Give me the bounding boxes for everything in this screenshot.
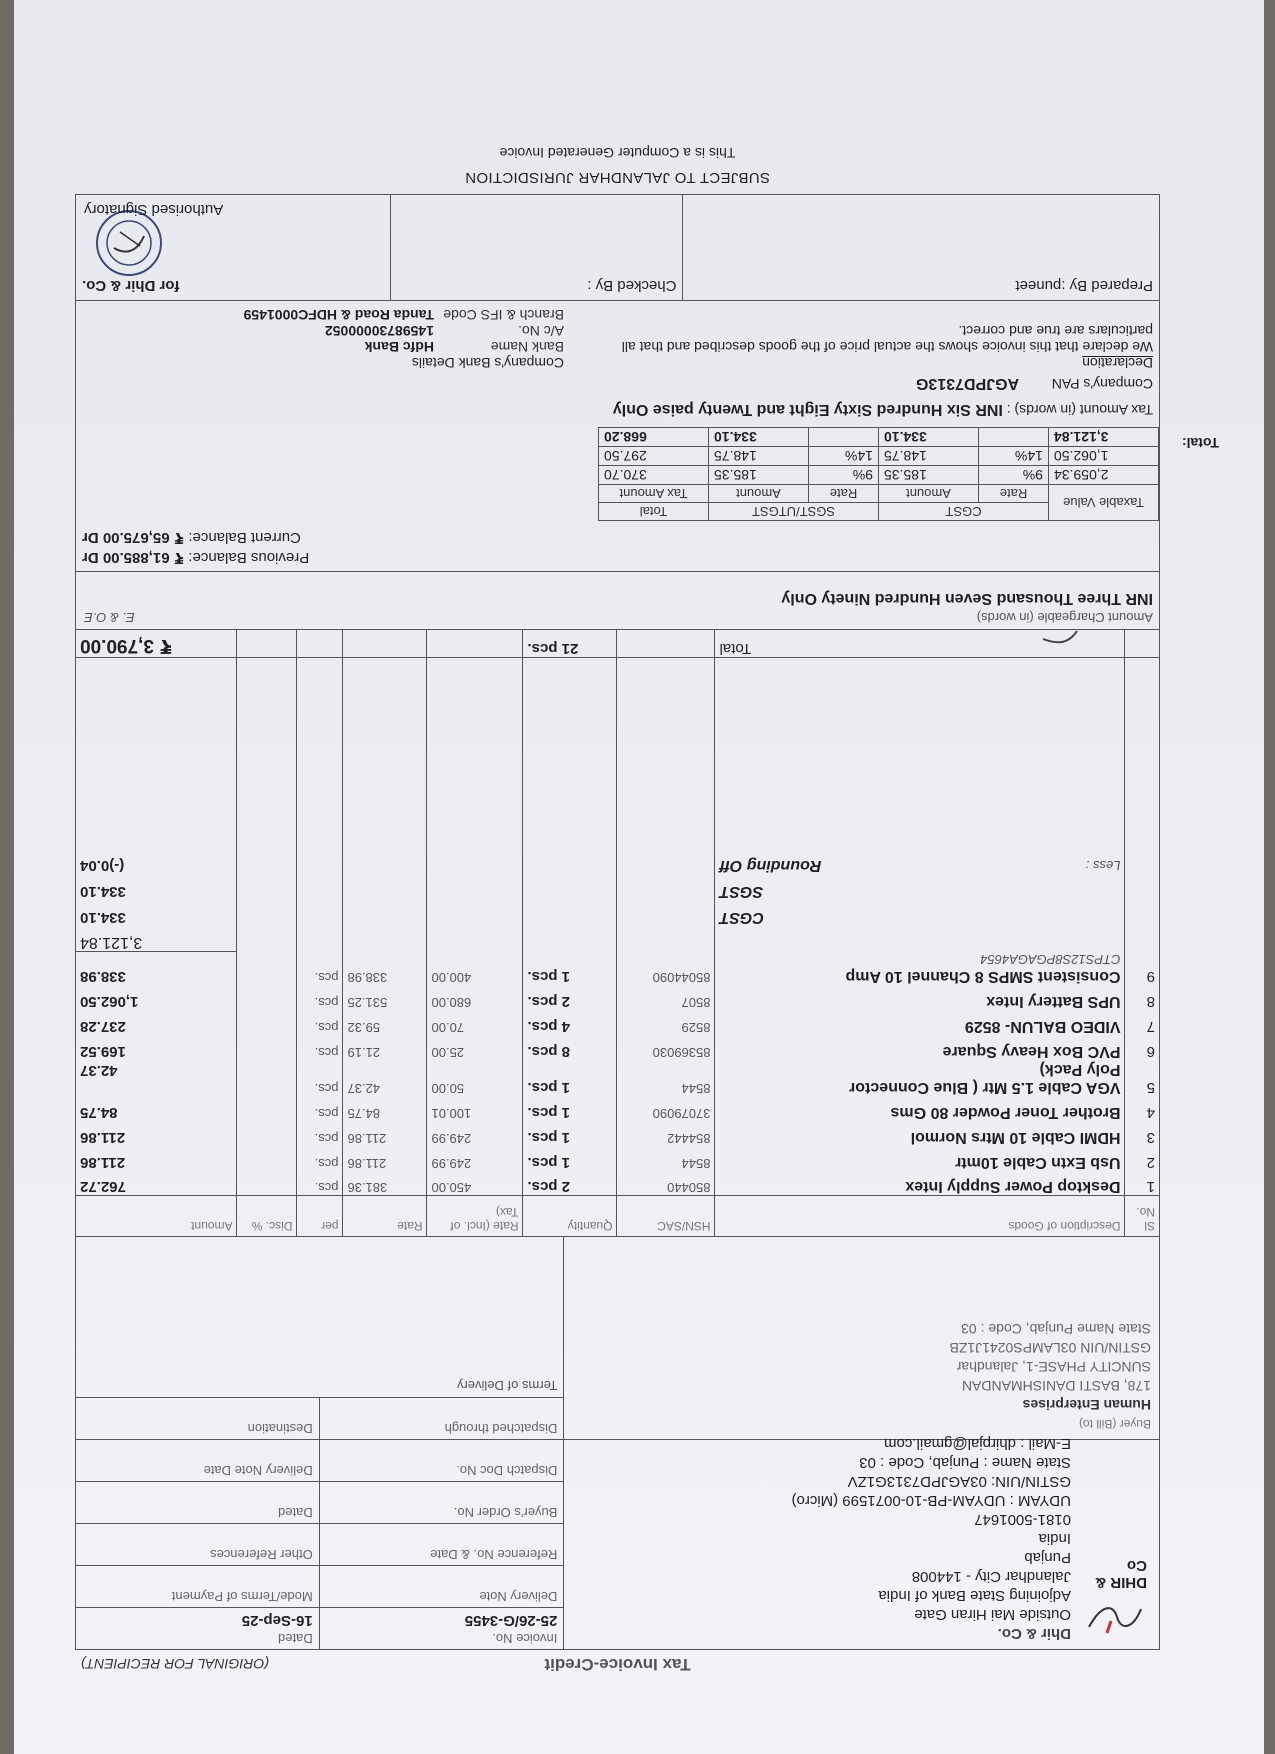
invoice-no-label: Invoice No. bbox=[492, 1631, 558, 1646]
taxable-value: 2,059.34 bbox=[1049, 466, 1159, 485]
table-header bbox=[76, 1196, 1159, 1236]
cgst-rate-header: Rate bbox=[979, 485, 1049, 503]
tax-words-value: INR Six Hundred Sixty Eight and Twenty paise Only bbox=[612, 401, 1003, 419]
cell-rate: 42.37 bbox=[343, 1060, 427, 1096]
table-row bbox=[76, 1146, 1159, 1171]
ac-number: 14598730000052 bbox=[324, 323, 434, 340]
cell-amount: 169.52 bbox=[80, 1043, 126, 1060]
cell-hsn: 8544 bbox=[617, 1146, 715, 1171]
cgst-label: CGST bbox=[715, 900, 1125, 926]
meta-row-delivery bbox=[76, 1565, 563, 1607]
col-description: Description of Goods bbox=[715, 1196, 1125, 1236]
taxable-value: 1,062.50 bbox=[1049, 447, 1159, 466]
cgst-amount-header: Amount bbox=[879, 485, 979, 503]
sgst-label: SGST bbox=[715, 874, 1125, 900]
cell-disc bbox=[237, 985, 297, 1010]
cell-hsn: 8544 bbox=[617, 1060, 715, 1096]
cell-quantity: 1 pcs. bbox=[523, 1096, 617, 1121]
cell-sl: 8 bbox=[1125, 985, 1159, 1010]
cgst-value: 334.10 bbox=[80, 909, 126, 926]
cell-disc bbox=[237, 952, 297, 985]
meta-column bbox=[76, 1237, 563, 1649]
table-row bbox=[76, 1035, 1159, 1060]
cell-description: PVC Box Heavy Square bbox=[715, 1035, 1125, 1060]
sgst-value: 334.10 bbox=[80, 883, 126, 900]
sgst-rate: 9% bbox=[809, 466, 879, 485]
cell-sl: 4 bbox=[1125, 1096, 1159, 1121]
dispatched-through-label: Dispatched through bbox=[444, 1421, 558, 1436]
cgst-header: CGST bbox=[879, 503, 1049, 521]
cell-amount: 338.98 bbox=[80, 968, 126, 985]
cell-rate-incl: 249.99 bbox=[427, 1121, 523, 1146]
subtotal-row bbox=[76, 926, 1159, 952]
tax-summary-table bbox=[76, 428, 1159, 522]
cell-per: pcs. bbox=[297, 1010, 343, 1035]
tax-amount-header: Tax Amount bbox=[599, 485, 709, 503]
cell-sl: 7 bbox=[1125, 1010, 1159, 1035]
serial-number: CTPS12S8PGAGA4654 bbox=[980, 952, 1121, 967]
bottom-section bbox=[76, 302, 1159, 428]
other-refs-label: Other References bbox=[76, 1524, 320, 1565]
cell-rate-incl: 50.00 bbox=[427, 1060, 523, 1096]
taxable-value-header: Taxable Value bbox=[1049, 485, 1159, 521]
cell-disc bbox=[237, 1171, 297, 1196]
tax-amount: 370.70 bbox=[599, 466, 709, 485]
cell-rate-incl: 450.00 bbox=[427, 1171, 523, 1196]
amount-value: 42.37 bbox=[80, 1062, 118, 1079]
col-sl: Sl No. bbox=[1125, 1196, 1159, 1236]
cell-per: pcs. bbox=[297, 985, 343, 1010]
invoice-header bbox=[75, 1650, 1160, 1676]
meta-row-order bbox=[76, 1481, 563, 1523]
cell-amount: 1,062.50 bbox=[80, 993, 139, 1010]
table-row bbox=[76, 985, 1159, 1010]
meta-row-reference bbox=[76, 1523, 563, 1565]
seller-line: Punjab bbox=[1024, 1549, 1071, 1566]
cell-rate: 381.36 bbox=[343, 1171, 427, 1196]
col-rate-incl: Rate (Incl. of Tax) bbox=[427, 1196, 523, 1236]
sgst-row bbox=[76, 874, 1159, 900]
buyer-name: Human Enterprises bbox=[1022, 1397, 1151, 1413]
ac-label: A/c No. bbox=[518, 323, 564, 340]
computer-generated-note: This is a Computer Generated Invoice bbox=[499, 145, 736, 162]
dispatch-doc-label: Dispatch Doc No. bbox=[456, 1463, 558, 1478]
company-pan-value: AGJPD7313G bbox=[915, 375, 1020, 393]
seller-details bbox=[572, 1435, 1071, 1643]
bank-title: Company's Bank Details bbox=[411, 355, 564, 372]
amount-words-box bbox=[76, 572, 1159, 630]
eoe-note: E. & O.E bbox=[84, 610, 135, 626]
seller-line: State Name : Punjab, Code : 03 bbox=[859, 1454, 1071, 1471]
company-pan bbox=[82, 375, 1153, 393]
cell-quantity: 4 pcs. bbox=[523, 1010, 617, 1035]
buyer-line: State Name Punjab, Code : 03 bbox=[961, 1321, 1151, 1337]
declaration-text: We declare that this invoice shows the actual price of the goods described and that all particulars are true and correct. bbox=[621, 323, 1153, 356]
invoice-title: Tax Invoice-Credit bbox=[544, 1655, 691, 1674]
cell-quantity: 1 pcs. bbox=[523, 1121, 617, 1146]
seller-line: UDYAM : UDYAM-PB-10-0071599 (Micro) bbox=[791, 1492, 1071, 1509]
cell-rate: 531.25 bbox=[343, 985, 427, 1010]
rounding-label: Rounding Off bbox=[719, 857, 822, 874]
table-row bbox=[76, 1010, 1159, 1035]
balances-box bbox=[76, 522, 1159, 572]
tax-summary-header bbox=[76, 503, 1159, 521]
cell-disc bbox=[237, 1035, 297, 1060]
cell-description: VIDEO BALUN- 8529 bbox=[715, 1010, 1125, 1035]
cgst-row bbox=[76, 900, 1159, 926]
cell-quantity: 8 pcs. bbox=[523, 1035, 617, 1060]
seller-line: India bbox=[1038, 1530, 1071, 1547]
invoice-no: 25-26/G-3455 bbox=[464, 1612, 558, 1629]
subtotal-value: 3,121.84 bbox=[76, 926, 237, 952]
seller-line: Adjoining State Bank of India bbox=[878, 1587, 1071, 1604]
signature-logo-icon bbox=[1083, 1599, 1147, 1639]
copy-note: (ORIGINAL FOR RECIPIENT) bbox=[81, 1656, 269, 1672]
cgst-rate: 9% bbox=[979, 466, 1049, 485]
for-company: for Dhir & Co. bbox=[82, 277, 180, 295]
cell-rate-incl: 249.99 bbox=[427, 1146, 523, 1171]
cell-amount: 211.86 bbox=[80, 1154, 126, 1171]
cell-rate-incl: 25.00 bbox=[427, 1035, 523, 1060]
table-row bbox=[76, 1121, 1159, 1146]
sgst-total: 334.10 bbox=[709, 428, 809, 447]
cell-rate-incl: 100.01 bbox=[427, 1096, 523, 1121]
authorised-signatory: Authorised Signatory bbox=[84, 201, 224, 219]
declaration-label: Declaration bbox=[1082, 355, 1153, 372]
previous-balance bbox=[82, 548, 1153, 568]
cgst-amount: 148.75 bbox=[879, 447, 979, 466]
buyer-box bbox=[564, 1249, 1159, 1439]
declaration-bank bbox=[82, 308, 1153, 372]
cell-quantity: 2 pcs. bbox=[523, 985, 617, 1010]
cell-disc bbox=[237, 1121, 297, 1146]
cell-description: Desktop Power Supply Intex bbox=[715, 1171, 1125, 1196]
cell-hsn: 854442 bbox=[617, 1121, 715, 1146]
invoice-date: 16-Sep-25 bbox=[241, 1612, 313, 1629]
cgst-rate-total bbox=[979, 428, 1049, 447]
meta-row-invoice bbox=[76, 1607, 563, 1649]
declaration-block bbox=[564, 308, 1153, 372]
mode-terms-label: Mode/Terms of Payment bbox=[76, 1566, 320, 1607]
current-balance-value: ₹ 65,675.00 Dr bbox=[82, 529, 185, 547]
amount-words: INR Three Thousand Seven Hundred Ninety Only bbox=[781, 590, 1153, 608]
cell-per: pcs. bbox=[297, 1121, 343, 1146]
invoice-top bbox=[76, 1236, 1159, 1649]
buyer-label: Buyer (Bill to) bbox=[1078, 1417, 1151, 1431]
sgst-rate: 14% bbox=[809, 447, 879, 466]
cell-amount: 237.28 bbox=[80, 1018, 126, 1035]
bank-name: Hdfc Bank bbox=[364, 339, 434, 356]
tax-total: 668.20 bbox=[599, 428, 709, 447]
cell-description bbox=[715, 1060, 1125, 1096]
sgst-header: SGST/UTGST bbox=[709, 503, 879, 521]
cgst-amount: 185.35 bbox=[879, 466, 979, 485]
bank-block bbox=[82, 308, 564, 372]
seller-line: GSTIN/UIN: 03AGJPD7313G1ZV bbox=[847, 1473, 1071, 1490]
total-header: Total bbox=[599, 503, 709, 521]
cell-hsn: 8507 bbox=[617, 985, 715, 1010]
rounding-row bbox=[76, 848, 1159, 874]
company-pan-label: Company's PAN bbox=[1051, 376, 1153, 393]
cell-disc bbox=[237, 1010, 297, 1035]
total-label: Total bbox=[715, 630, 1125, 658]
cell-description: HDMI Cable 10 Mtrs Normol bbox=[715, 1121, 1125, 1146]
cell-disc bbox=[237, 1060, 297, 1096]
invoice-frame bbox=[75, 195, 1219, 1651]
current-balance bbox=[82, 528, 1153, 548]
seller-name: Dhir & Co. bbox=[997, 1625, 1071, 1642]
cell-sl: 5 bbox=[1125, 1060, 1159, 1096]
cell-per: pcs. bbox=[297, 952, 343, 985]
cell-rate-incl: 400.00 bbox=[427, 952, 523, 985]
desc-line: VGA Cable 1.5 Mtr ( Blue Connector bbox=[849, 1079, 1121, 1096]
previous-balance-label: Previous Balance: bbox=[188, 549, 310, 567]
cell-quantity: 1 pcs. bbox=[523, 1060, 617, 1096]
cell-hsn: 85369030 bbox=[617, 1035, 715, 1060]
rounding-cell bbox=[715, 848, 1125, 874]
seller-line: E-Mail : dhirpjal@gmail.com bbox=[884, 1435, 1071, 1452]
company-seal-icon bbox=[94, 209, 164, 279]
cell-per: pcs. bbox=[297, 1060, 343, 1096]
total-row bbox=[76, 630, 1159, 658]
table-row bbox=[76, 1060, 1159, 1096]
buyer-line: 178, BASTI DANISHMANDAN bbox=[961, 1378, 1151, 1394]
cell-amount: 762.72 bbox=[80, 1178, 126, 1196]
branch-ifsc: Tanda Road & HDFC0001459 bbox=[243, 307, 434, 324]
cell-amount: 84.75 bbox=[80, 1104, 118, 1121]
cell-hsn: 37079090 bbox=[617, 1096, 715, 1121]
cell-hsn: 8529 bbox=[617, 1010, 715, 1035]
current-balance-label: Current Balance: bbox=[188, 529, 301, 547]
cgst-rate: 14% bbox=[979, 447, 1049, 466]
desc-line: Consistent SMPS 8 Channel 10 Amp bbox=[845, 968, 1121, 985]
cell-rate: 338.98 bbox=[343, 952, 427, 985]
signatory-block bbox=[76, 196, 390, 301]
order-dated-label: Dated bbox=[76, 1482, 320, 1523]
cell-rate: 84.75 bbox=[343, 1096, 427, 1121]
grand-total: ₹ 3,790.00 bbox=[76, 630, 237, 658]
sgst-amount-header: Amount bbox=[709, 485, 809, 503]
rounding-value: (-)0.04 bbox=[80, 857, 125, 874]
cell-sl: 6 bbox=[1125, 1035, 1159, 1060]
tax-words bbox=[82, 401, 1153, 419]
cell-description: UPS Battery Intex bbox=[715, 985, 1125, 1010]
cell-rate-incl: 70.00 bbox=[427, 1010, 523, 1035]
col-hsn: HSN/SAC bbox=[617, 1196, 715, 1236]
col-quantity: Quantity bbox=[523, 1196, 617, 1236]
reference-label: Reference No. & Date bbox=[430, 1547, 558, 1562]
checked-by: Checked By : bbox=[390, 196, 682, 301]
desc-line: Poly Pack) bbox=[1039, 1061, 1121, 1078]
delivery-note-label: Delivery Note bbox=[479, 1589, 558, 1604]
col-per: per bbox=[297, 1196, 343, 1236]
seller-line: 0181-5001647 bbox=[974, 1511, 1071, 1528]
cell-sl: 2 bbox=[1125, 1146, 1159, 1171]
cell-sl: 3 bbox=[1125, 1121, 1159, 1146]
taxable-total: 3,121.84 bbox=[1049, 428, 1159, 447]
seller-box bbox=[564, 1435, 1159, 1649]
cell-amount: 211.86 bbox=[80, 1129, 126, 1146]
invoice bbox=[75, 145, 1219, 1677]
cell-quantity: 1 pcs. bbox=[523, 1146, 617, 1171]
terms-delivery-label: Terms of Delivery bbox=[456, 1378, 558, 1393]
cell-sl: 9 bbox=[1125, 952, 1159, 985]
dated-label: Dated bbox=[277, 1631, 313, 1646]
cell-disc bbox=[237, 1146, 297, 1171]
cell-hsn: 85044090 bbox=[617, 952, 715, 985]
jurisdiction-note: SUBJECT TO JALANDHAR JURISDICTION bbox=[465, 169, 770, 187]
table-row bbox=[76, 952, 1159, 985]
company-logo bbox=[1071, 1446, 1151, 1643]
buyer-line: GSTIN/UIN 03LAMPS0241J1ZB bbox=[949, 1340, 1151, 1356]
table-row bbox=[76, 1096, 1159, 1121]
cell-description: Brother Toner Powder 80 Gms bbox=[715, 1096, 1125, 1121]
cgst-total: 334.10 bbox=[879, 428, 979, 447]
seller-line: Outside Mai Hiran Gate bbox=[914, 1606, 1071, 1623]
col-rate: Rate bbox=[343, 1196, 427, 1236]
sgst-rate-header: Rate bbox=[809, 485, 879, 503]
table-row bbox=[76, 1171, 1159, 1196]
spacer-row bbox=[76, 658, 1159, 848]
ac-row bbox=[82, 324, 564, 340]
items-table bbox=[76, 630, 1159, 1237]
sgst-amount: 185.35 bbox=[709, 466, 809, 485]
cell-rate: 21.19 bbox=[343, 1035, 427, 1060]
tax-words-label: Tax Amount (in words) : bbox=[1006, 402, 1153, 419]
cell-rate: 211.86 bbox=[343, 1146, 427, 1171]
cell-description: Usb Extn Cable 10mtr bbox=[715, 1146, 1125, 1171]
tax-amount: 297.50 bbox=[599, 447, 709, 466]
cell-rate: 59.32 bbox=[343, 1010, 427, 1035]
bank-name-row bbox=[82, 340, 564, 356]
previous-balance-value: ₹ 61,885.00 Dr bbox=[82, 549, 185, 567]
prepared-by: Prepared By :puneet bbox=[682, 196, 1159, 301]
tax-total-label: Total: bbox=[1181, 435, 1219, 452]
cell-per: pcs. bbox=[297, 1096, 343, 1121]
cell-per: pcs. bbox=[297, 1171, 343, 1196]
logo-text: DHIR & Co bbox=[1095, 1557, 1147, 1591]
cell-rate-incl: 680.00 bbox=[427, 985, 523, 1010]
invoice-paper bbox=[14, 0, 1264, 1754]
branch-label: Branch & IFS Code bbox=[443, 307, 564, 324]
col-amount: Amount bbox=[76, 1196, 237, 1236]
signature-row bbox=[76, 196, 1159, 302]
sgst-rate-total bbox=[809, 428, 879, 447]
total-quantity: 21 pcs. bbox=[523, 630, 617, 658]
cell-description bbox=[715, 952, 1125, 985]
buyer-line: SUNCITY PHASE-1, Jalandhar bbox=[956, 1359, 1151, 1375]
meta-row-through bbox=[76, 1397, 563, 1439]
col-disc: Disc. % bbox=[237, 1196, 297, 1236]
party-column bbox=[563, 1237, 1159, 1649]
cell-disc bbox=[237, 1096, 297, 1121]
bank-name-label: Bank Name bbox=[490, 339, 564, 356]
amount-words-label: Amount Chargeable (in words) bbox=[976, 610, 1153, 626]
delivery-note-date-label: Delivery Note Date bbox=[76, 1440, 320, 1481]
cell-per: pcs. bbox=[297, 1146, 343, 1171]
sgst-amount: 148.75 bbox=[709, 447, 809, 466]
seller-line: Jalandhar City - 144008 bbox=[911, 1568, 1071, 1585]
cell-quantity: 2 pcs. bbox=[523, 1171, 617, 1196]
cell-amount bbox=[76, 1060, 237, 1096]
cell-hsn: 850440 bbox=[617, 1171, 715, 1196]
meta-row-dispatch bbox=[76, 1439, 563, 1481]
cell-quantity: 1 pcs. bbox=[523, 952, 617, 985]
less-label: Less : bbox=[1085, 858, 1121, 873]
cell-sl: 1 bbox=[1125, 1171, 1159, 1196]
cell-rate: 211.86 bbox=[343, 1121, 427, 1146]
branch-row bbox=[82, 308, 564, 324]
destination-label: Destination bbox=[76, 1398, 320, 1439]
buyers-order-label: Buyer's Order No. bbox=[453, 1505, 558, 1520]
cell-per: pcs. bbox=[297, 1035, 343, 1060]
